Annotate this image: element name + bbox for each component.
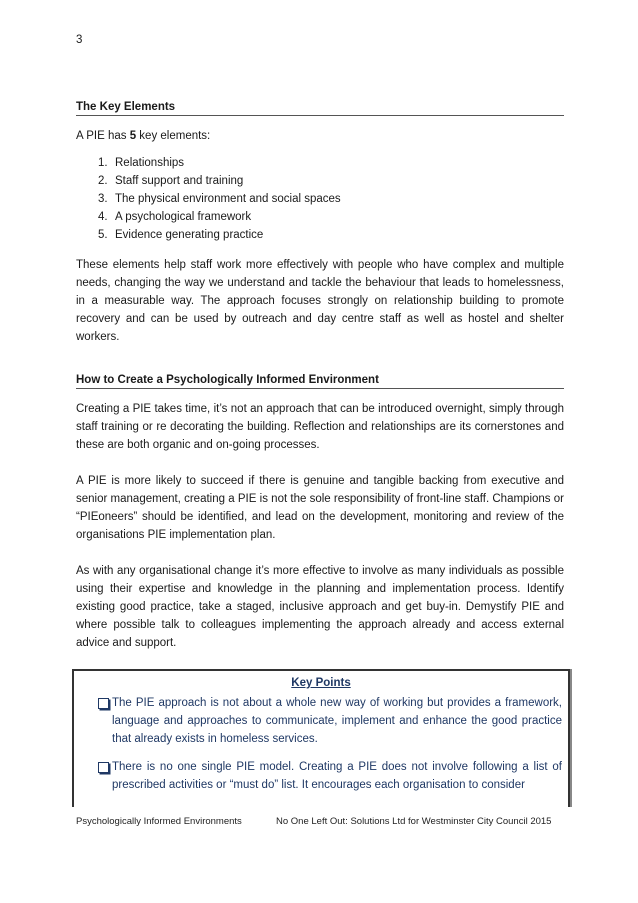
page-number: 3 <box>76 34 83 46</box>
key-elements-paragraph: These elements help staff work more effectively with people who have complex and multiple needs, changing the way we understand and tackle the behaviour that leads to homelessness, in a measurable way. The approach focuses strongly on relationship building to promote recovery and can be used by outreach and day centre staff as well as hostel and shelter workers. <box>76 259 564 343</box>
list-item: 2. Staff support and training <box>98 175 244 187</box>
key-point-item: The PIE approach is not about a whole new way of working but provides a framework, language and approaches to communicate, implement and enhance the good practice that already exists in homeless services. <box>74 694 568 748</box>
list-item: 5. Evidence generating practice <box>98 229 264 241</box>
key-points-title: Key Points <box>291 677 351 689</box>
list-item: 3. The physical environment and social spaces <box>98 193 341 205</box>
key-point-item: There is no one single PIE model. Creating a PIE does not involve following a list of prescribed activities or “must do” list. It encourages each organisation to consider <box>74 758 568 794</box>
key-elements-section <box>76 101 564 346</box>
footer-left: Psychologically Informed Environments <box>76 816 242 827</box>
how-to-section <box>76 374 564 652</box>
key-elements-list <box>76 154 564 244</box>
how-to-heading: How to Create a Psychologically Informed Environment <box>76 374 564 389</box>
paragraph: A PIE is more likely to succeed if there is genuine and tangible backing from executive and senior management, creating a PIE is not the sole responsibility of front-line staff. Champions or “PIEoneers” should be identified, and lead on the development, monitoring and review of the organisations PIE implementation plan. <box>76 475 564 541</box>
list-item: 4. A psychological framework <box>98 211 252 223</box>
paragraph: As with any organisational change it’s more effective to involve as many individuals as possible using their expertise and knowledge in the planning and implementation process. Identify existing good practice, take a staged, inclusive approach and get buy-in. Demystify PIE and where possible talk to colleagues implementing the approach already and access external advice and support. <box>76 565 564 649</box>
key-elements-heading: The Key Elements <box>76 101 564 116</box>
paragraph: Creating a PIE takes time, it’s not an approach that can be introduced overnight, simply through staff training or re decorating the building. Reflection and relationships are its cornerstones and these are both organic and on-going processes. <box>76 403 564 451</box>
checkbox-bullet-icon <box>98 762 109 773</box>
footer-right: No One Left Out: Solutions Ltd for Westminster City Council 2015 <box>276 816 552 827</box>
list-item: 1. Relationships <box>98 157 185 169</box>
checkbox-bullet-icon <box>98 698 109 709</box>
key-points-box <box>72 669 570 807</box>
key-elements-intro: A PIE has 5 key elements: <box>76 130 211 142</box>
